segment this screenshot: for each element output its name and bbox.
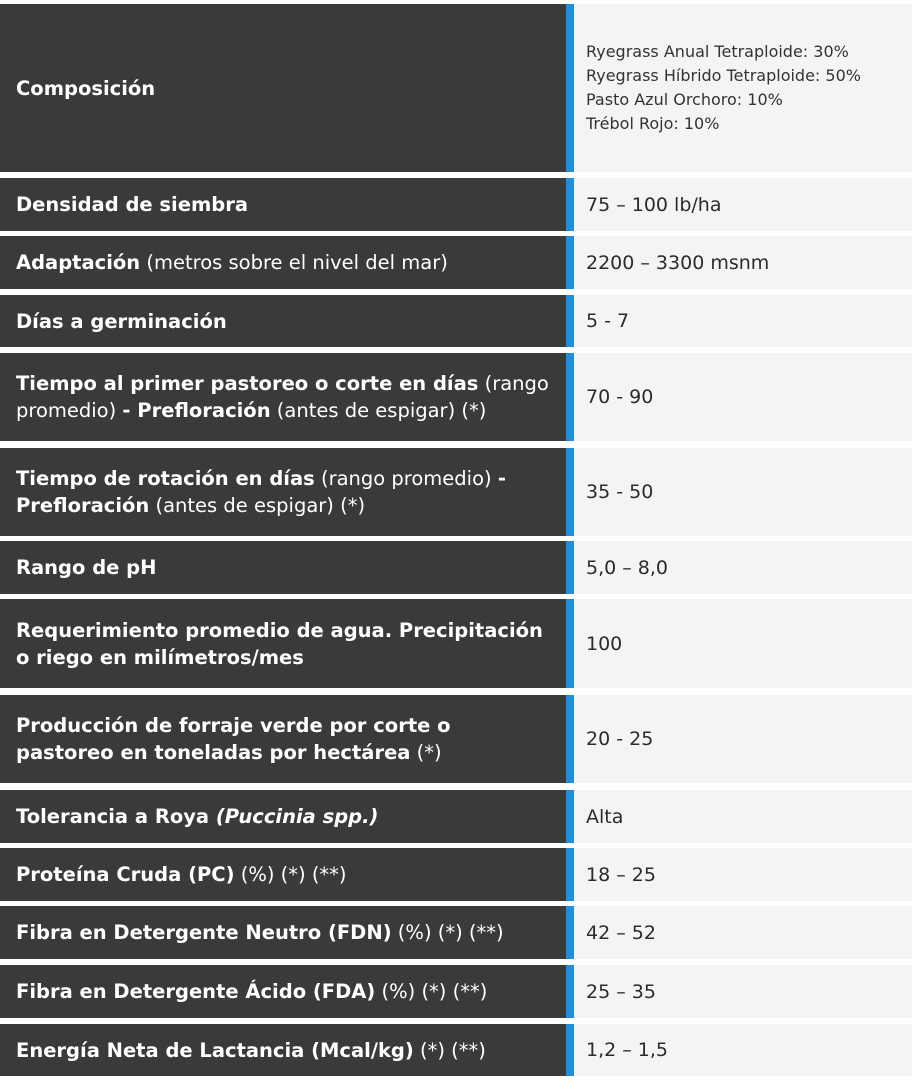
row-label-segment: Requerimiento promedio de agua. Precipitación o riego en milímetros/mes <box>16 618 543 669</box>
row-value-cell <box>574 295 912 347</box>
row-value: 1,2 – 1,5 <box>586 1039 669 1061</box>
composition-item: Ryegrass Anual Tetraploide: 30% <box>586 42 849 61</box>
row-label-segment: (metros sobre el nivel del mar) <box>140 251 448 274</box>
row-label-segment: (*) <box>410 741 442 764</box>
row-label-segment: Tolerancia a Roya <box>16 805 216 828</box>
row-value: 42 – 52 <box>586 921 656 944</box>
row-value-cell <box>574 448 912 536</box>
row-label-segment: Densidad de siembra <box>16 193 248 216</box>
row-label-segment: Energía Neta de Lactancia (Mcal/kg) <box>16 1038 414 1062</box>
row-label <box>16 249 448 276</box>
row-label-segment: Composición <box>16 76 156 100</box>
row-value: Alta <box>586 805 624 828</box>
row-label-segment: Producción de forraje verde por corte o pastoreo en toneladas por hectárea <box>16 714 451 764</box>
table-row <box>0 906 912 959</box>
row-accent-bar <box>566 599 574 688</box>
composition-item: Pasto Azul Orchoro: 10% <box>586 90 783 109</box>
row-label <box>16 191 248 218</box>
row-label-cell <box>0 178 566 231</box>
table-row <box>0 236 912 289</box>
row-label <box>16 861 347 888</box>
row-label <box>16 1037 486 1064</box>
row-label-cell <box>0 295 566 347</box>
row-label-segment: Tiempo al primer pastoreo o corte en días <box>16 372 479 395</box>
row-label <box>16 978 487 1005</box>
row-value-cell <box>574 236 912 289</box>
table-row <box>0 541 912 594</box>
row-label-segment: (Puccinia spp.) <box>215 805 379 828</box>
row-value-cell <box>574 790 912 843</box>
row-accent-bar <box>566 695 574 783</box>
row-accent-bar <box>566 353 574 441</box>
table-row <box>0 848 912 901</box>
row-value-cell <box>574 906 912 959</box>
row-accent-bar <box>566 4 574 172</box>
row-label-cell <box>0 906 566 959</box>
row-value-cell <box>574 848 912 901</box>
row-label-cell <box>0 541 566 594</box>
table-row <box>0 295 912 347</box>
row-label-cell <box>0 448 566 536</box>
row-value-cell <box>574 1024 912 1076</box>
table-row <box>0 1024 912 1076</box>
table-row <box>0 965 912 1018</box>
row-value: 75 – 100 lb/ha <box>586 193 722 216</box>
row-label-cell <box>0 1024 566 1076</box>
row-value: 35 - 50 <box>586 481 654 503</box>
composition-item: Trébol Rojo: 10% <box>586 114 720 133</box>
row-label-segment: (antes de espigar) (*) <box>149 494 366 517</box>
row-label <box>16 803 378 830</box>
row-label <box>16 919 504 946</box>
table-row <box>0 695 912 783</box>
row-accent-bar <box>566 448 574 536</box>
row-value-cell <box>574 178 912 231</box>
row-label-cell <box>0 848 566 901</box>
row-value-cell <box>574 695 912 783</box>
row-label-cell <box>0 4 566 172</box>
row-label-segment: Fibra en Detergente Neutro (FDN) <box>16 921 392 944</box>
row-label-segment: Fibra en Detergente Ácido (FDA) <box>16 980 376 1003</box>
table-row <box>0 4 912 172</box>
row-accent-bar <box>566 848 574 901</box>
row-accent-bar <box>566 906 574 959</box>
row-accent-bar <box>566 178 574 231</box>
row-label-segment: - Prefloración <box>16 467 506 517</box>
composition-list <box>586 40 861 136</box>
row-value: 5,0 – 8,0 <box>586 556 669 579</box>
row-label-segment: (rango promedio) <box>314 467 498 490</box>
row-label-cell <box>0 790 566 843</box>
row-accent-bar <box>566 790 574 843</box>
row-value: 2200 – 3300 msnm <box>586 251 770 274</box>
table-row <box>0 178 912 231</box>
row-label-segment: (rango promedio) <box>16 372 549 422</box>
row-label-segment: (%) (*) (**) <box>375 980 488 1003</box>
row-label-cell <box>0 965 566 1018</box>
row-label-segment: Proteína Cruda (PC) <box>16 863 235 886</box>
row-value: 70 - 90 <box>586 386 654 408</box>
row-label-cell <box>0 236 566 289</box>
row-value: 100 <box>586 632 623 655</box>
row-accent-bar <box>566 295 574 347</box>
row-value: 5 - 7 <box>586 310 630 332</box>
table-row <box>0 790 912 843</box>
table-row <box>0 599 912 688</box>
row-label <box>16 554 156 581</box>
row-label-segment: Días a germinación <box>16 309 227 333</box>
row-label-cell <box>0 599 566 688</box>
row-label <box>16 75 155 102</box>
row-label-segment: (%) (*) (**) <box>234 863 347 886</box>
row-value-cell <box>574 353 912 441</box>
row-accent-bar <box>566 541 574 594</box>
row-label <box>16 712 552 766</box>
row-label-cell <box>0 353 566 441</box>
row-accent-bar <box>566 1024 574 1076</box>
table-row <box>0 448 912 536</box>
row-value-cell <box>574 599 912 688</box>
row-label-segment: Tiempo de rotación en días <box>16 467 315 490</box>
row-label-segment: Rango de pH <box>16 556 157 579</box>
composition-item: Ryegrass Híbrido Tetraploide: 50% <box>586 66 861 85</box>
row-value-cell <box>574 965 912 1018</box>
row-value: 20 - 25 <box>586 728 654 750</box>
row-value: 18 – 25 <box>586 863 656 886</box>
row-label-segment: (antes de espigar) (*) <box>270 399 487 422</box>
row-accent-bar <box>566 236 574 289</box>
row-label-segment: (*) (**) <box>413 1038 486 1062</box>
row-label <box>16 465 552 519</box>
row-label-segment: Adaptación <box>16 251 141 274</box>
row-label <box>16 617 552 671</box>
row-label-segment: - Prefloración <box>122 399 271 422</box>
row-value: 25 – 35 <box>586 980 656 1003</box>
row-label <box>16 308 227 335</box>
table-row <box>0 353 912 441</box>
row-accent-bar <box>566 965 574 1018</box>
row-value-cell <box>574 4 912 172</box>
row-value-cell <box>574 541 912 594</box>
row-label-segment: (%) (*) (**) <box>391 921 504 944</box>
row-label-cell <box>0 695 566 783</box>
row-label <box>16 370 552 424</box>
